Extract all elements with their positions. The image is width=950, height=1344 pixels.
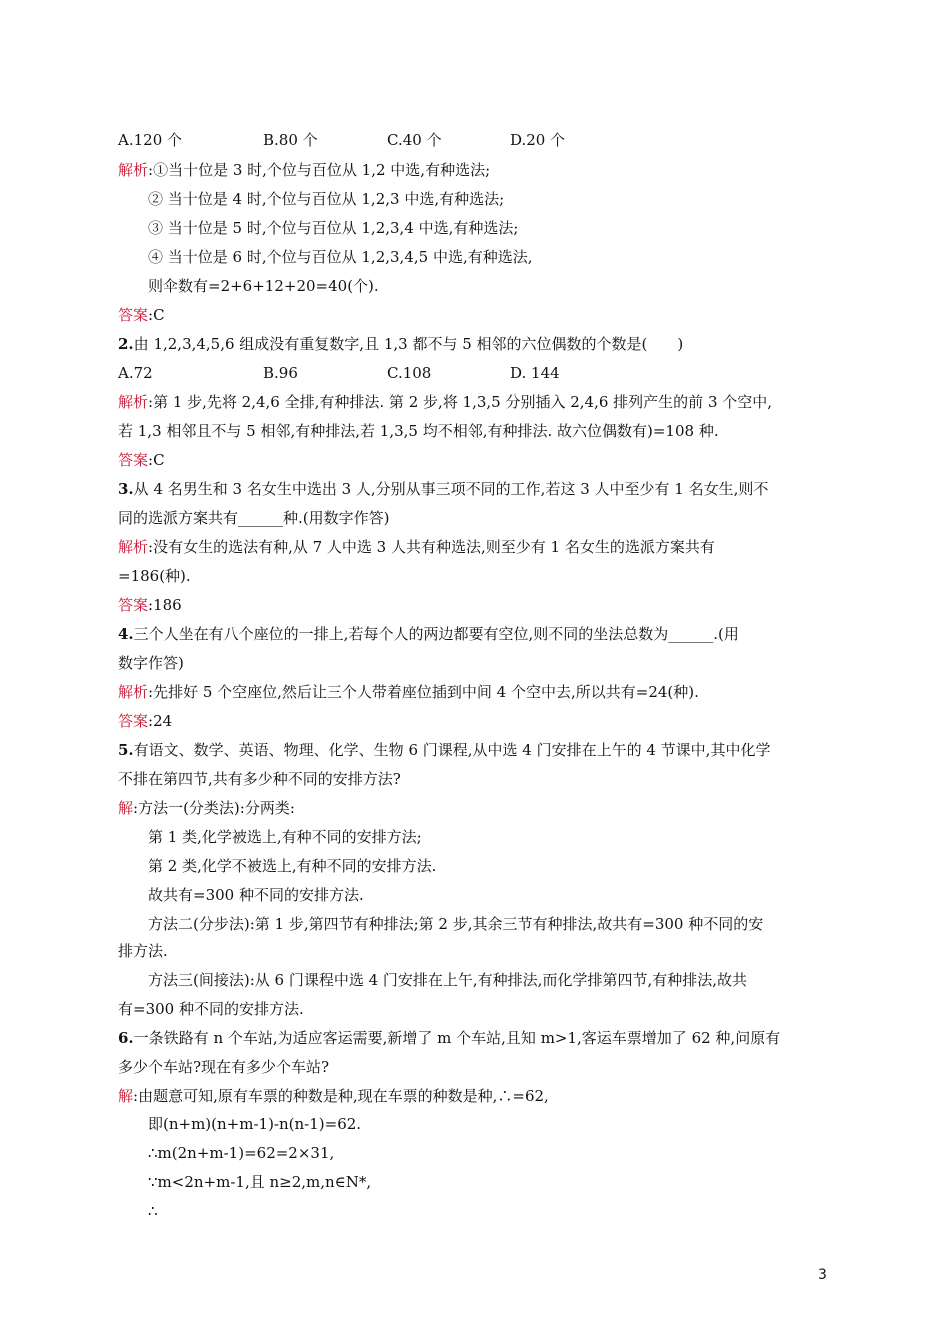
- q2-analysis-line-1: [118, 392, 772, 412]
- q5-solution-line-5: 方法二(分步法):第 1 步,第四节有种排法;第 2 步,其余三节有种排法,故共有=300 种不同的安: [148, 915, 764, 933]
- q5-solution-line-6: 排方法.: [118, 942, 168, 960]
- q5-stem-line-2: 不排在第四节,共有多少种不同的安排方法?: [118, 770, 401, 788]
- analysis-label: 解析: [118, 161, 149, 179]
- q5-stem-text: 有语文、数学、英语、物理、化学、生物 6 门课程,从中选 4 门安排在上午的 4 节课中,其中化学: [133, 741, 771, 759]
- q6-solution-line-2: 即(n+m)(n+m-1)-n(n-1)=62.: [148, 1115, 362, 1133]
- q2-option-a: A.72: [118, 364, 153, 382]
- q3-number: 3.: [118, 480, 134, 498]
- solution-text: :方法一(分类法):分两类:: [133, 799, 295, 817]
- q1-analysis-line-4: ④ 当十位是 6 时,个位与百位从 1,2,3,4,5 中选,有种选法,: [148, 248, 533, 266]
- q1-answer: [118, 305, 165, 325]
- q2-option-b: B.96: [263, 364, 298, 382]
- analysis-label: 解析: [118, 393, 149, 411]
- q6-stem-line-2: 多少个车站?现在有多少个车站?: [118, 1058, 330, 1076]
- answer-label: 答案: [118, 596, 149, 614]
- q2-answer: [118, 450, 165, 470]
- analysis-label: 解析: [118, 538, 149, 556]
- q1-analysis-line-3: ③ 当十位是 5 时,个位与百位从 1,2,3,4 中选,有种选法;: [148, 219, 519, 237]
- q4-analysis-line-1: [118, 682, 699, 702]
- analysis-label: 解析: [118, 683, 149, 701]
- analysis-text: :①当十位是 3 时,个位与百位从 1,2 中选,有种选法;: [148, 161, 491, 179]
- q5-solution-line-4: 故共有=300 种不同的安排方法.: [148, 886, 364, 904]
- q6-number: 6.: [118, 1029, 134, 1047]
- q5-solution-line-8: 有=300 种不同的安排方法.: [118, 1000, 304, 1018]
- answer-label: 答案: [118, 306, 149, 324]
- analysis-text: :第 1 步,先将 2,4,6 全排,有种排法. 第 2 步,将 1,3,5 分别插入 2,4,6 排列产生的前 3 个空中,: [148, 393, 773, 411]
- q3-stem-line-2: 同的选派方案共有______种.(用数字作答): [118, 509, 390, 527]
- q1-option-d: D.20 个: [510, 131, 566, 149]
- q1-analysis-line-1: [118, 160, 490, 180]
- q4-number: 4.: [118, 625, 134, 643]
- q2-stem: [118, 334, 683, 354]
- q5-solution-line-1: [118, 798, 295, 818]
- q5-stem-line-1: [118, 740, 770, 760]
- q5-number: 5.: [118, 741, 134, 759]
- answer-label: 答案: [118, 712, 149, 730]
- answer-label: 答案: [118, 451, 149, 469]
- q5-solution-line-2: 第 1 类,化学被选上,有种不同的安排方法;: [148, 828, 422, 846]
- q6-solution-line-5: ∴: [148, 1202, 158, 1220]
- q4-stem-line-2: 数字作答): [118, 654, 184, 672]
- answer-text: :C: [148, 306, 165, 324]
- q4-answer: [118, 711, 172, 731]
- q5-solution-line-7: 方法三(间接法):从 6 门课程中选 4 门安排在上午,有种排法,而化学排第四节,有种排法,故共: [148, 971, 747, 989]
- q6-solution-line-3: ∴m(2n+m-1)=62=2×31,: [148, 1144, 335, 1162]
- q2-option-d: D. 144: [510, 364, 560, 382]
- q4-stem-line-1: [118, 624, 739, 644]
- q6-stem-line-1: [118, 1028, 780, 1048]
- q3-stem-line-1: [118, 479, 768, 499]
- q6-solution-line-1: [118, 1086, 549, 1106]
- q1-analysis-line-2: ② 当十位是 4 时,个位与百位从 1,2,3 中选,有种选法;: [148, 190, 505, 208]
- page-number: 3: [818, 1267, 827, 1283]
- q1-option-b: B.80 个: [263, 131, 318, 149]
- q3-answer: [118, 595, 182, 615]
- q1-analysis-line-5: 则伞数有=2+6+12+20=40(个).: [148, 277, 379, 295]
- answer-text: :24: [148, 712, 173, 730]
- solution-label: 解: [118, 799, 134, 817]
- q3-analysis-line-2: =186(种).: [118, 567, 191, 585]
- q1-option-a: A.120 个: [118, 131, 182, 149]
- q4-stem-text: 三个人坐在有八个座位的一排上,若每个人的两边都要有空位,则不同的坐法总数为______.(用: [133, 625, 739, 643]
- q1-option-c: C.40 个: [387, 131, 442, 149]
- q2-stem-text: 由 1,2,3,4,5,6 组成没有重复数字,且 1,3 都不与 5 相邻的六位偶数的个数是( ): [133, 335, 684, 353]
- answer-text: :186: [148, 596, 182, 614]
- q2-analysis-line-2: 若 1,3 相邻且不与 5 相邻,有种排法,若 1,3,5 均不相邻,有种排法. 故六位偶数有)=108 种.: [118, 422, 719, 440]
- q2-number: 2.: [118, 335, 134, 353]
- analysis-text: :没有女生的选法有种,从 7 人中选 3 人共有种选法,则至少有 1 名女生的选派方案共有: [148, 538, 715, 556]
- q6-stem-text: 一条铁路有 n 个车站,为适应客运需要,新增了 m 个车站,且知 m>1,客运车票增加了 62 种,问原有: [133, 1029, 781, 1047]
- q6-solution-line-4: ∵m<2n+m-1,且 n≥2,m,n∈N*,: [148, 1173, 372, 1191]
- answer-text: :C: [148, 451, 165, 469]
- solution-text: :由题意可知,原有车票的种数是种,现在车票的种数是种,∴=62,: [133, 1087, 549, 1105]
- analysis-text: :先排好 5 个空座位,然后让三个人带着座位插到中间 4 个空中去,所以共有=24(种).: [148, 683, 699, 701]
- q2-option-c: C.108: [387, 364, 432, 382]
- q3-stem-text: 从 4 名男生和 3 名女生中选出 3 人,分别从事三项不同的工作,若这 3 人中至少有 1 名女生,则不: [133, 480, 769, 498]
- q5-solution-line-3: 第 2 类,化学不被选上,有种不同的安排方法.: [148, 857, 437, 875]
- solution-label: 解: [118, 1087, 134, 1105]
- q3-analysis-line-1: [118, 537, 715, 557]
